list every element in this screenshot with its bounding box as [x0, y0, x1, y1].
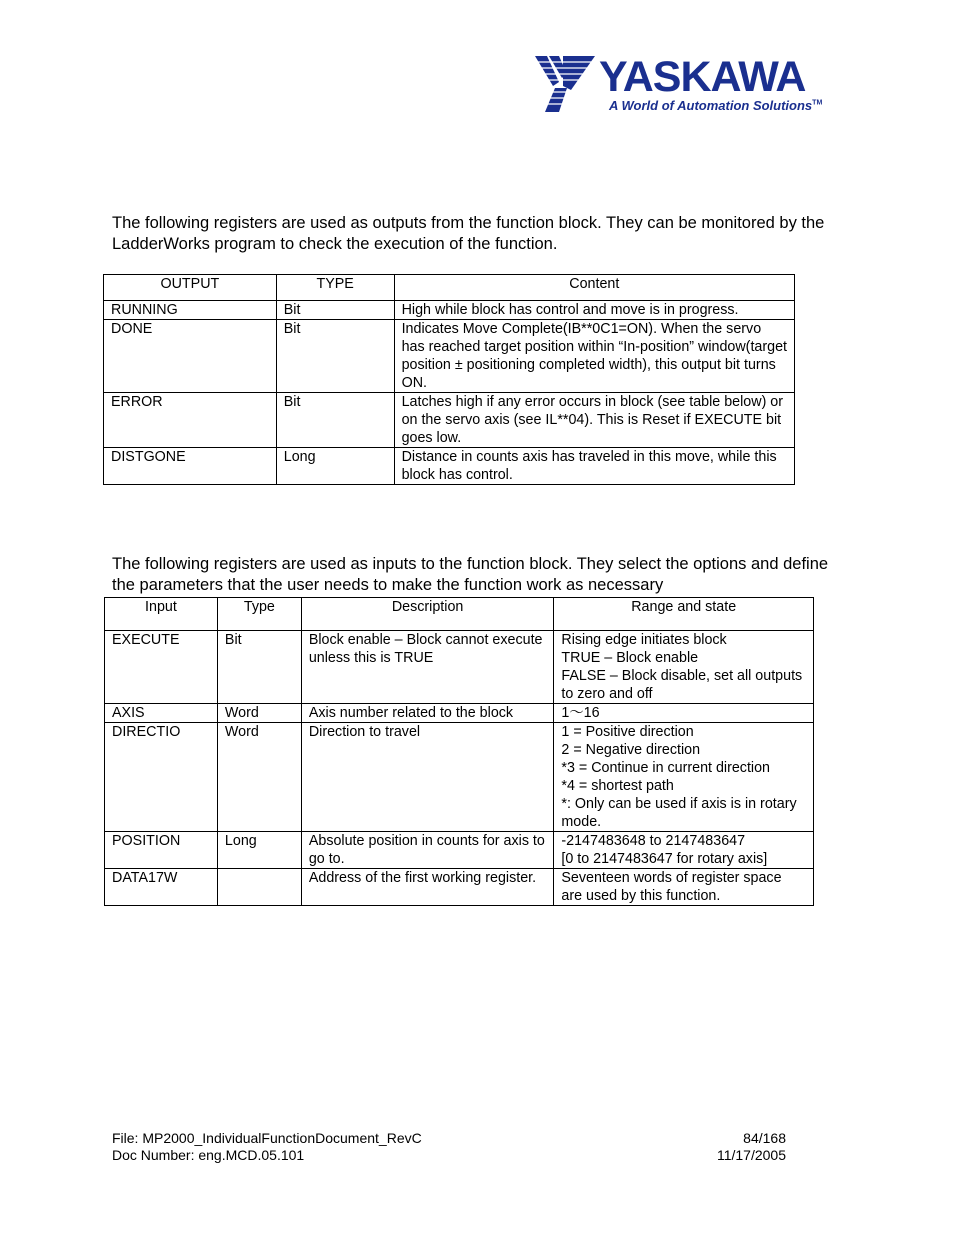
yaskawa-logo: [533, 52, 833, 116]
input-type: Bit: [217, 631, 301, 704]
outputs-header-type: TYPE: [276, 275, 394, 301]
inputs-intro: The following registers are used as inputs to the function block. They select the options and define the parameters that the user needs to make the function work as necessary: [112, 555, 829, 594]
range-line: 1～16: [561, 705, 600, 721]
range-line: *3 = Continue in current direction: [561, 760, 771, 776]
range-line: TRUE – Block enable: [561, 650, 699, 666]
footer-doc-number: Doc Number: eng.MCD.05.101: [112, 1147, 305, 1163]
input-type: Long: [217, 832, 301, 869]
input-name: AXIS: [105, 704, 218, 723]
outputs-intro: The following registers are used as outputs from the function block. They can be monitored by the LadderWorks program to check the execution of the function.: [112, 214, 825, 253]
input-description: Address of the first working register.: [301, 869, 554, 906]
footer-date: 11/17/2005: [716, 1147, 786, 1163]
outputs-header-output: OUTPUT: [104, 275, 277, 301]
brand-tagline: [609, 98, 822, 113]
output-name: ERROR: [104, 393, 277, 448]
brand-tagline-text: A World of Automation Solutions: [609, 98, 813, 113]
output-content: Latches high if any error occurs in block (see table below) or on the servo axis (see IL**04). This is Reset if EXECUTE bit goes low.: [394, 393, 794, 448]
yaskawa-logo-mark-icon: [533, 52, 597, 114]
output-name: DONE: [104, 320, 277, 393]
inputs-table: [104, 597, 814, 906]
table-row: [104, 393, 795, 448]
footer-file: File: MP2000_IndividualFunctionDocument_RevC: [112, 1130, 422, 1146]
table-row: [105, 832, 814, 869]
range-line: -2147483648 to 2147483647: [561, 833, 746, 849]
table-row: [105, 631, 814, 704]
footer-left: [112, 1130, 422, 1164]
input-name: DIRECTIO: [105, 723, 218, 832]
inputs-header-row: [105, 598, 814, 631]
outputs-header-content: Content: [394, 275, 794, 301]
input-range: [554, 723, 814, 832]
range-line: *: Only can be used if axis is in rotary mode.: [561, 796, 797, 830]
input-range: [554, 832, 814, 869]
output-content: High while block has control and move is in progress.: [394, 301, 794, 320]
range-line: Seventeen words of register space are used by this function.: [561, 870, 782, 904]
input-range: [554, 869, 814, 906]
table-row: [104, 448, 795, 485]
table-row: [105, 869, 814, 906]
range-line: 1 = Positive direction: [561, 724, 694, 740]
range-line: Rising edge initiates block: [561, 632, 727, 648]
range-line: FALSE – Block disable, set all outputs to zero and off: [561, 668, 803, 702]
brand-tm: TM: [812, 99, 823, 107]
table-row: [104, 320, 795, 393]
brand-name: YASKAWA: [599, 53, 806, 101]
input-name: POSITION: [105, 832, 218, 869]
output-type: Bit: [276, 301, 394, 320]
inputs-header-input: Input: [105, 598, 218, 631]
table-row: [105, 723, 814, 832]
output-name: RUNNING: [104, 301, 277, 320]
input-type: [217, 869, 301, 906]
inputs-header-range: Range and state: [554, 598, 814, 631]
outputs-header-row: [104, 275, 795, 301]
range-line: 2 = Negative direction: [561, 742, 701, 758]
inputs-header-type: Type: [217, 598, 301, 631]
output-content: Indicates Move Complete(IB**0C1=ON). When the servo has reached target position within “In-position” window(target position ± positioning completed width), this output bit turns ON.: [394, 320, 794, 393]
input-type: Word: [217, 704, 301, 723]
output-content: Distance in counts axis has traveled in this move, while this block has control.: [394, 448, 794, 485]
range-line: *4 = shortest path: [561, 778, 674, 794]
output-name: DISTGONE: [104, 448, 277, 485]
range-line: [0 to 2147483647 for rotary axis]: [561, 851, 768, 867]
input-description: Absolute position in counts for axis to go to.: [301, 832, 554, 869]
footer-page: 84/168: [743, 1130, 786, 1146]
output-type: Long: [276, 448, 394, 485]
inputs-header-description: Description: [301, 598, 554, 631]
input-name: EXECUTE: [105, 631, 218, 704]
footer-right: [640, 1130, 786, 1164]
input-description: Block enable – Block cannot execute unless this is TRUE: [301, 631, 554, 704]
output-type: Bit: [276, 393, 394, 448]
input-name: DATA17W: [105, 869, 218, 906]
input-description: Direction to travel: [301, 723, 554, 832]
output-type: Bit: [276, 320, 394, 393]
table-row: [104, 301, 795, 320]
input-range: [554, 704, 814, 723]
outputs-table: [103, 274, 795, 485]
input-range: [554, 631, 814, 704]
input-description: Axis number related to the block: [301, 704, 554, 723]
table-row: [105, 704, 814, 723]
input-type: Word: [217, 723, 301, 832]
